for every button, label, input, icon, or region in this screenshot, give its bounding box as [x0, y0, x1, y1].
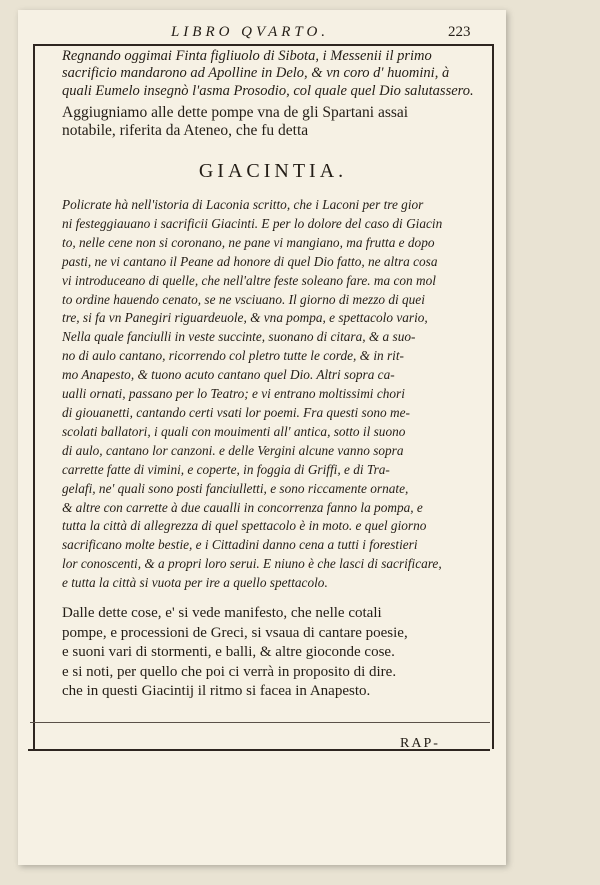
page-frame-right-rule: [492, 44, 494, 749]
page-number: 223: [448, 24, 471, 40]
text-line: e suoni vari di stormenti, e balli, & altre gioconde cose.: [62, 644, 395, 660]
text-line: scolati ballatori, i quali con mouimenti all' antica, sotto il suono: [62, 423, 406, 439]
text-line: lor conoscenti, & a propri loro serui. E niuno è che lasci di sacrificare,: [62, 556, 442, 572]
text-line: to ordine hauendo cenato, se ne vsciuano. Il giorno di mezzo di quei: [62, 291, 425, 307]
page-frame-left-rule: [33, 44, 35, 749]
text-line: e tutta la città si vuota per ire a quello spettacolo.: [62, 575, 328, 591]
paragraph-messenii: [62, 48, 484, 100]
text-line: pompe, e processioni de Greci, si vsaua di cantare poesie,: [62, 624, 408, 641]
text-line: che in questi Giacintij il ritmo si facea in Anapesto.: [62, 683, 371, 699]
text-line: tre, si fa vn Panegiri riguardeuole, & vna pompa, e spettacolo vario,: [62, 310, 428, 326]
paragraph-giacintia: [62, 196, 484, 593]
text-line: sacrificio mandarono ad Apolline in Delo, & vn coro d' huomini, à: [62, 65, 450, 82]
text-line: vi introduceano di quelle, che nell'altre feste soleano fare. ma con mol: [62, 272, 436, 288]
catchword: RAP-: [400, 736, 440, 751]
text-line: no di aulo cantano, ricorrendo col pletro tutte le corde, & in rit-: [62, 348, 404, 364]
text-line: to, nelle cene non si coronano, ne pane vi mangiano, ma frutta e dopo: [62, 234, 435, 250]
text-line: di giouanetti, cantando certi vsati lor poemi. Fra questi sono me-: [62, 404, 410, 420]
text-line: ualli ornati, passano per lo Teatro; e vi entrano moltissimi chori: [62, 386, 405, 402]
text-line: tutta la città di allegrezza di quel spettacolo è in moto. e quel giorno: [62, 518, 427, 534]
text-line: & altre con carrette à due caualli in concorrenza fanno la pompa, e: [62, 499, 423, 515]
text-block-bottom-rule: [30, 722, 490, 723]
text-line: Policrate hà nell'istoria di Laconia scritto, che i Laconi per tre gior: [62, 197, 424, 212]
text-line: sacrificano molte bestie, e i Cittadini danno cena a tutti i forestieri: [62, 537, 418, 553]
text-line: carrette fatte di vimini, e coperte, in foggia di Griffi, e di Tra-: [62, 461, 390, 477]
text-line: gelafi, ne' quali sono posti fanciulletti, e sono riccamente ornate,: [62, 480, 409, 496]
paragraph-conclusion: [62, 604, 484, 702]
running-title: LIBRO QVARTO.: [170, 24, 330, 40]
text-line: ni festeggiauano i sacrificii Giacinti. E per lo dolore del caso di Giacin: [62, 215, 443, 231]
text-line: di aulo, cantano lor canzoni. e delle Vergini alcune vanno sopra: [62, 442, 404, 458]
text-line: e si noti, per quello che poi ci verrà in proposito di dire.: [62, 663, 397, 680]
text-line: notabile, riferita da Ateneo, che fu detta: [62, 122, 309, 140]
text-line: pasti, ne vi cantano il Peane ad honore di quel Dio fatto, ne altra cosa: [62, 253, 438, 269]
page-frame-top-rule: [33, 44, 493, 46]
text-line: quali Eumelo insegnò l'asma Prosodio, col quale quel Dio salutassero.: [62, 82, 474, 99]
text-line: mo Anapesto, & tuono acuto cantano quel Dio. Altri sopra ca-: [62, 367, 395, 383]
text-line: Aggiugniamo alle dette pompe vna de gli Spartani assai: [62, 104, 409, 121]
section-heading: GIACINTIA.: [198, 160, 348, 182]
text-line: Regnando oggimai Finta figliuolo di Sibota, i Messenii il primo: [62, 48, 432, 64]
text-line: Dalle dette cose, e' si vede manifesto, che nelle cotali: [62, 605, 382, 621]
paragraph-spartani-intro: [62, 104, 484, 141]
text-line: Nella quale fanciulli in veste succinte, suonano di citara, & a suo-: [62, 329, 416, 345]
